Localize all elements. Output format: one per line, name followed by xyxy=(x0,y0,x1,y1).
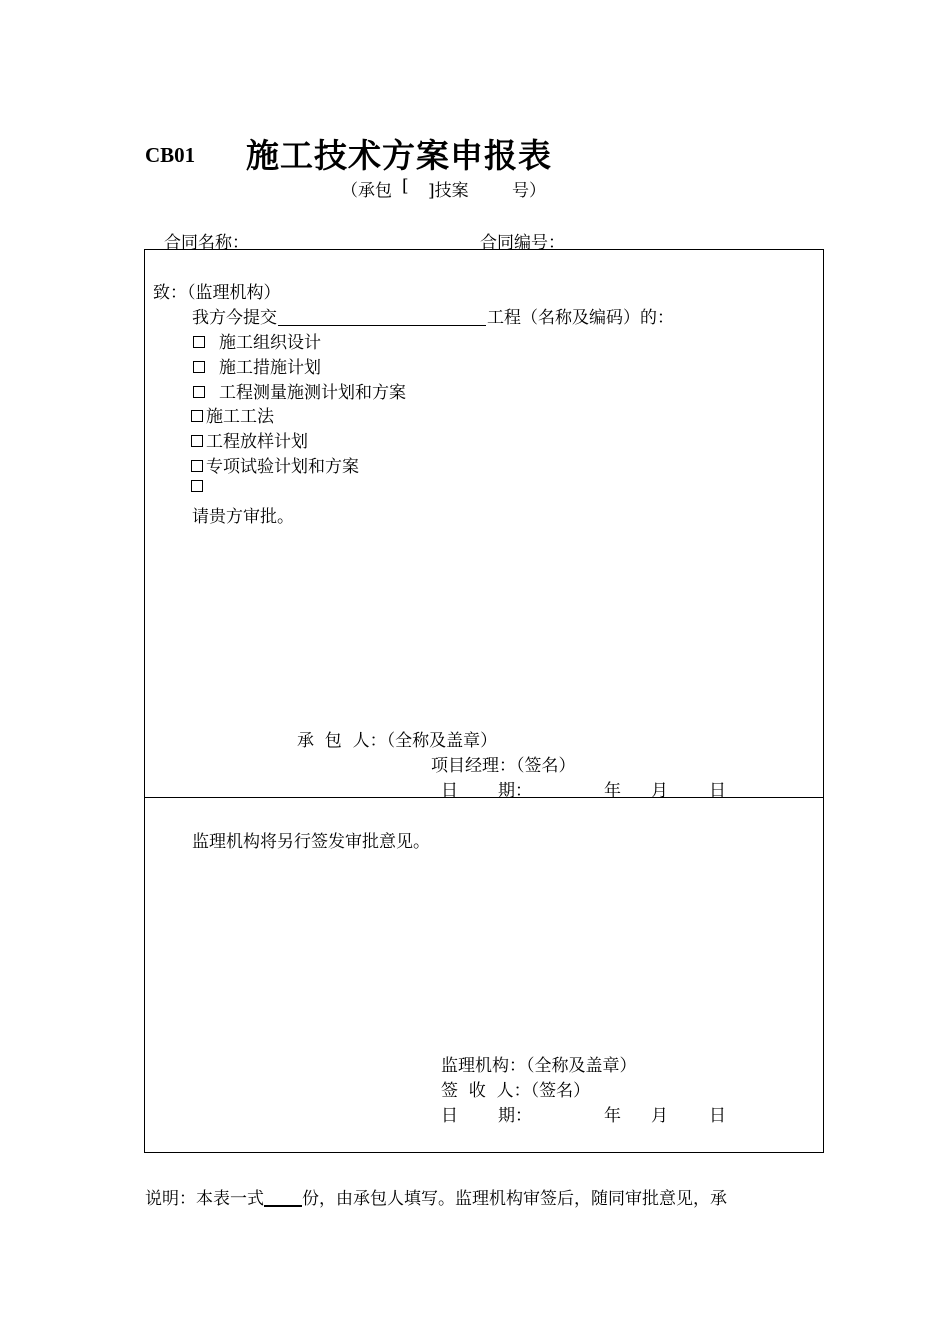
checkbox-icon[interactable] xyxy=(191,410,203,422)
review-date-day: 日 xyxy=(709,1106,726,1126)
form-code: CB01 xyxy=(145,143,196,167)
form-subtitle-bracket-open: [ xyxy=(402,176,409,196)
form-title: 施工技术方案申报表 xyxy=(246,136,552,175)
option-label: 施工工法 xyxy=(206,407,274,427)
checkbox-icon[interactable] xyxy=(191,460,203,472)
checkbox-icon[interactable] xyxy=(193,386,205,398)
review-date-year: 年 xyxy=(604,1106,621,1126)
project-manager-label: 项目经理：（签名） xyxy=(431,756,576,776)
option-org-design[interactable] xyxy=(193,328,321,353)
review-date-day-char: 日 xyxy=(441,1106,458,1126)
option-label: 工程放样计划 xyxy=(206,432,308,452)
intro-prefix: 我方今提交 xyxy=(192,308,277,328)
form-subtitle-prefix: （承包 xyxy=(341,181,392,201)
checkbox-icon[interactable] xyxy=(193,361,205,373)
contractor-label: 承 包 人：（全称及盖章） xyxy=(297,731,498,751)
submit-date-label: 期： xyxy=(498,781,532,801)
addressee-line: 致：（监理机构） xyxy=(153,283,281,303)
checkbox-icon[interactable] xyxy=(193,336,205,348)
contract-number-label: 合同编号： xyxy=(480,233,565,253)
checkbox-icon[interactable] xyxy=(191,435,203,447)
receiver-label: 签 收 人：（签名） xyxy=(441,1081,591,1101)
option-label: 专项试验计划和方案 xyxy=(206,457,359,477)
form-subtitle-bracket-close: ]技案 xyxy=(428,181,469,201)
contract-name-label: 合同名称： xyxy=(164,233,249,253)
review-date-label: 期： xyxy=(498,1106,532,1126)
approval-request: 请贵方审批。 xyxy=(192,507,294,527)
copies-blank[interactable] xyxy=(264,1189,302,1207)
option-other[interactable] xyxy=(191,477,206,497)
review-date-month: 月 xyxy=(651,1106,668,1126)
option-survey-plan[interactable] xyxy=(193,378,406,403)
review-note: 监理机构将另行签发审批意见。 xyxy=(192,832,430,852)
option-label: 施工措施计划 xyxy=(219,358,321,378)
option-measures-plan[interactable] xyxy=(193,353,321,378)
option-test-plan[interactable] xyxy=(191,452,359,477)
checkbox-icon[interactable] xyxy=(191,480,203,492)
footer-prefix: 说明：本表一式 xyxy=(145,1189,264,1209)
submission-intro xyxy=(192,303,674,328)
form-subtitle-suffix: 号） xyxy=(512,181,546,201)
submit-date-month: 月 xyxy=(651,781,668,801)
option-construction-method[interactable] xyxy=(191,402,274,427)
submit-date-day-char: 日 xyxy=(441,781,458,801)
option-label: 施工组织设计 xyxy=(219,333,321,353)
intro-suffix: 工程（名称及编码）的： xyxy=(487,308,674,328)
footer-note xyxy=(145,1184,727,1209)
option-label: 工程测量施测计划和方案 xyxy=(219,383,406,403)
submit-date-year: 年 xyxy=(604,781,621,801)
submit-date-day: 日 xyxy=(709,781,726,801)
option-layout-plan[interactable] xyxy=(191,427,308,452)
project-name-blank[interactable] xyxy=(278,307,486,326)
agency-label: 监理机构：（全称及盖章） xyxy=(441,1056,637,1076)
footer-suffix: 份，由承包人填写。监理机构审签后，随同审批意见，承 xyxy=(302,1189,727,1209)
